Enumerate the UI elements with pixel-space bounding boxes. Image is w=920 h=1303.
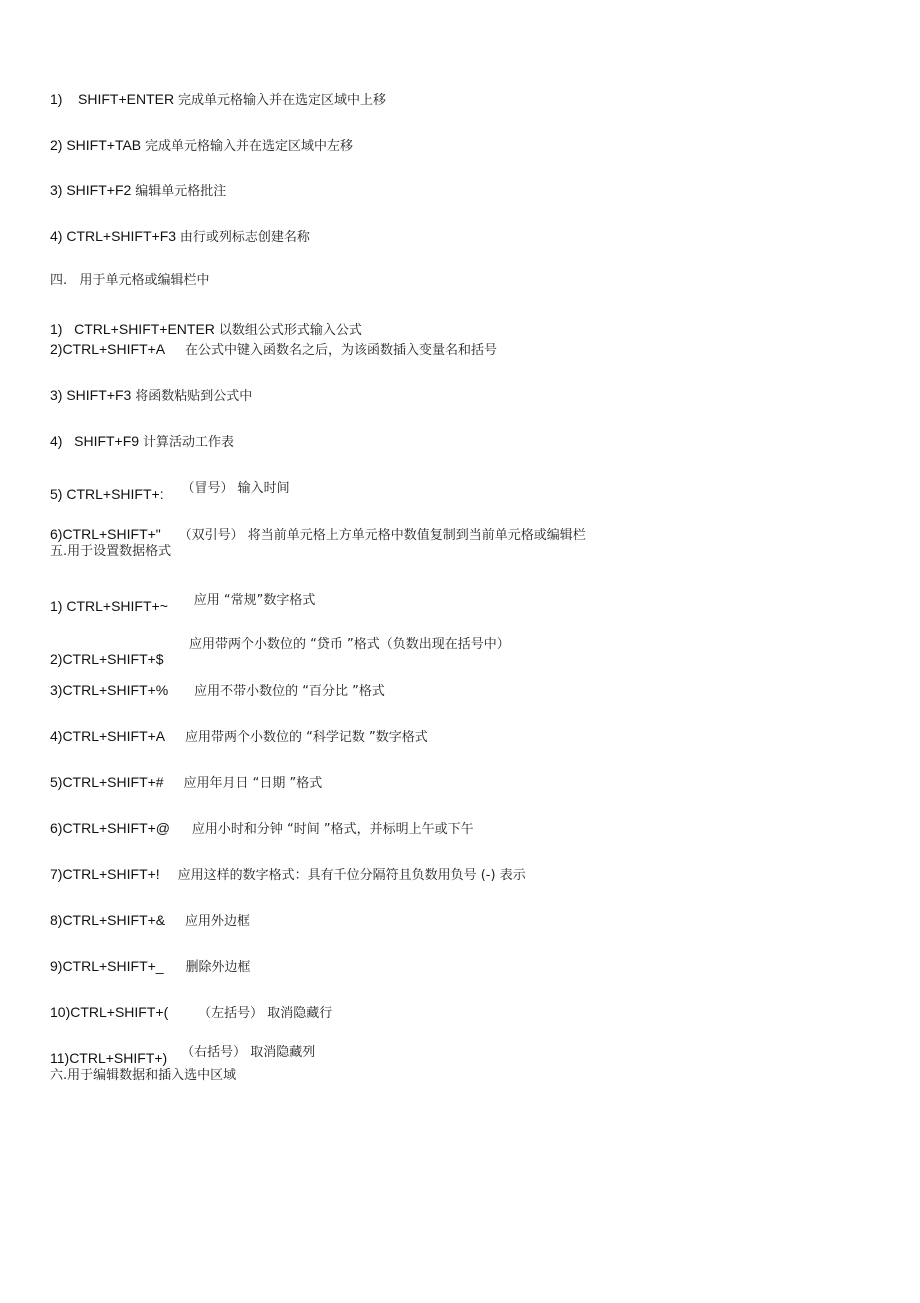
shortcut-line — [189, 634, 510, 654]
shortcut-line — [50, 819, 474, 839]
shortcut-description: 将函数粘贴到公式中 — [135, 389, 253, 404]
shortcut-key: 2)CTRL+SHIFT+$ — [50, 651, 164, 667]
shortcut-line — [50, 90, 386, 110]
shortcut-key: 7)CTRL+SHIFT+! — [50, 866, 160, 882]
shortcut-line — [50, 432, 234, 452]
shortcut-line — [50, 340, 497, 360]
shortcut-key: 2)CTRL+SHIFT+A — [50, 341, 166, 357]
shortcut-line — [50, 1045, 316, 1069]
shortcut-key: 4) CTRL+SHIFT+F3 — [50, 228, 177, 244]
shortcut-line — [50, 681, 385, 701]
shortcut-line — [50, 481, 290, 505]
section-heading — [50, 543, 171, 561]
shortcut-description: 完成单元格输入并在选定区域中左移 — [145, 139, 354, 154]
shortcut-description: 应用小时和分钟 “时间 ”格式，并标明上午或下午 — [191, 822, 474, 837]
shortcut-key: 8)CTRL+SHIFT+& — [50, 912, 166, 928]
shortcut-description: （右括号） 取消隐藏列 — [181, 1045, 316, 1060]
shortcut-description: （双引号） 将当前单元格上方单元格中数值复制到当前单元格或编辑栏 — [178, 528, 586, 543]
shortcut-description: （左括号） 取消隐藏行 — [198, 1006, 333, 1021]
shortcut-line — [50, 386, 252, 406]
shortcut-key: 6)CTRL+SHIFT+" — [50, 526, 161, 542]
shortcut-description: 应用带两个小数位的 “贷币 ”格式（负数出现在括号中） — [189, 637, 510, 652]
shortcut-line — [50, 227, 310, 247]
shortcut-description: 由行或列标志创建名称 — [179, 230, 310, 245]
shortcut-description: 应用 “常规”数字格式 — [193, 593, 316, 608]
shortcut-description: 删除外边框 — [185, 960, 251, 975]
shortcut-line — [50, 727, 428, 747]
shortcut-line — [50, 593, 316, 617]
shortcut-key: 6)CTRL+SHIFT+@ — [50, 820, 171, 836]
shortcut-description: 计算活动工作表 — [142, 435, 234, 450]
shortcut-line — [50, 911, 250, 931]
shortcut-line — [50, 181, 226, 201]
shortcut-line — [50, 136, 353, 156]
shortcut-key: 1) SHIFT+ENTER — [50, 91, 175, 107]
shortcut-line — [50, 773, 322, 793]
shortcut-description: 以数组公式形式输入公式 — [218, 323, 362, 338]
shortcut-key: 5)CTRL+SHIFT+# — [50, 774, 164, 790]
shortcut-line — [50, 1003, 332, 1023]
shortcut-description: 应用年月日 “日期 ”格式 — [183, 776, 323, 791]
shortcut-key: 11)CTRL+SHIFT+) — [50, 1050, 168, 1066]
shortcut-key: 3) SHIFT+F2 — [50, 182, 132, 198]
section-heading-text: 四. 用于单元格或编辑栏中 — [50, 273, 210, 288]
shortcut-line — [50, 865, 526, 885]
shortcut-key: 4) SHIFT+F9 — [50, 433, 140, 449]
shortcut-key: 1) CTRL+SHIFT+ENTER — [50, 321, 215, 337]
shortcut-key: 3) SHIFT+F3 — [50, 387, 132, 403]
shortcut-description: 应用这样的数字格式：具有千位分隔符且负数用负号 (-) 表示 — [177, 868, 526, 883]
shortcut-description: 应用带两个小数位的 “科学记数 ”数字格式 — [185, 730, 428, 745]
shortcut-description: 完成单元格输入并在选定区域中上移 — [177, 93, 386, 108]
shortcut-line — [50, 957, 251, 977]
shortcut-key: 5) CTRL+SHIFT+: — [50, 486, 164, 502]
section-heading — [50, 1067, 236, 1085]
shortcut-key: 9)CTRL+SHIFT+_ — [50, 958, 164, 974]
section-heading-text: 六.用于编辑数据和插入选中区域 — [50, 1068, 237, 1083]
shortcut-line — [50, 525, 586, 545]
section-heading-text: 五.用于设置数据格式 — [50, 544, 172, 559]
section-heading — [50, 272, 210, 290]
shortcut-key: 2) SHIFT+TAB — [50, 137, 142, 153]
shortcut-line — [50, 650, 164, 668]
shortcut-description: 应用不带小数位的 “百分比 ”格式 — [194, 684, 385, 699]
shortcut-description: （冒号） 输入时间 — [181, 481, 290, 496]
shortcut-key: 1) CTRL+SHIFT+~ — [50, 598, 168, 614]
shortcut-description: 在公式中键入函数名之后，为该函数插入变量名和括号 — [185, 343, 498, 358]
shortcut-line — [50, 320, 362, 340]
shortcut-key: 3)CTRL+SHIFT+% — [50, 682, 169, 698]
shortcut-key: 10)CTRL+SHIFT+( — [50, 1004, 169, 1020]
shortcut-description: 编辑单元格批注 — [135, 184, 227, 199]
shortcut-description: 应用外边框 — [185, 914, 251, 929]
shortcut-key: 4)CTRL+SHIFT+A — [50, 728, 166, 744]
